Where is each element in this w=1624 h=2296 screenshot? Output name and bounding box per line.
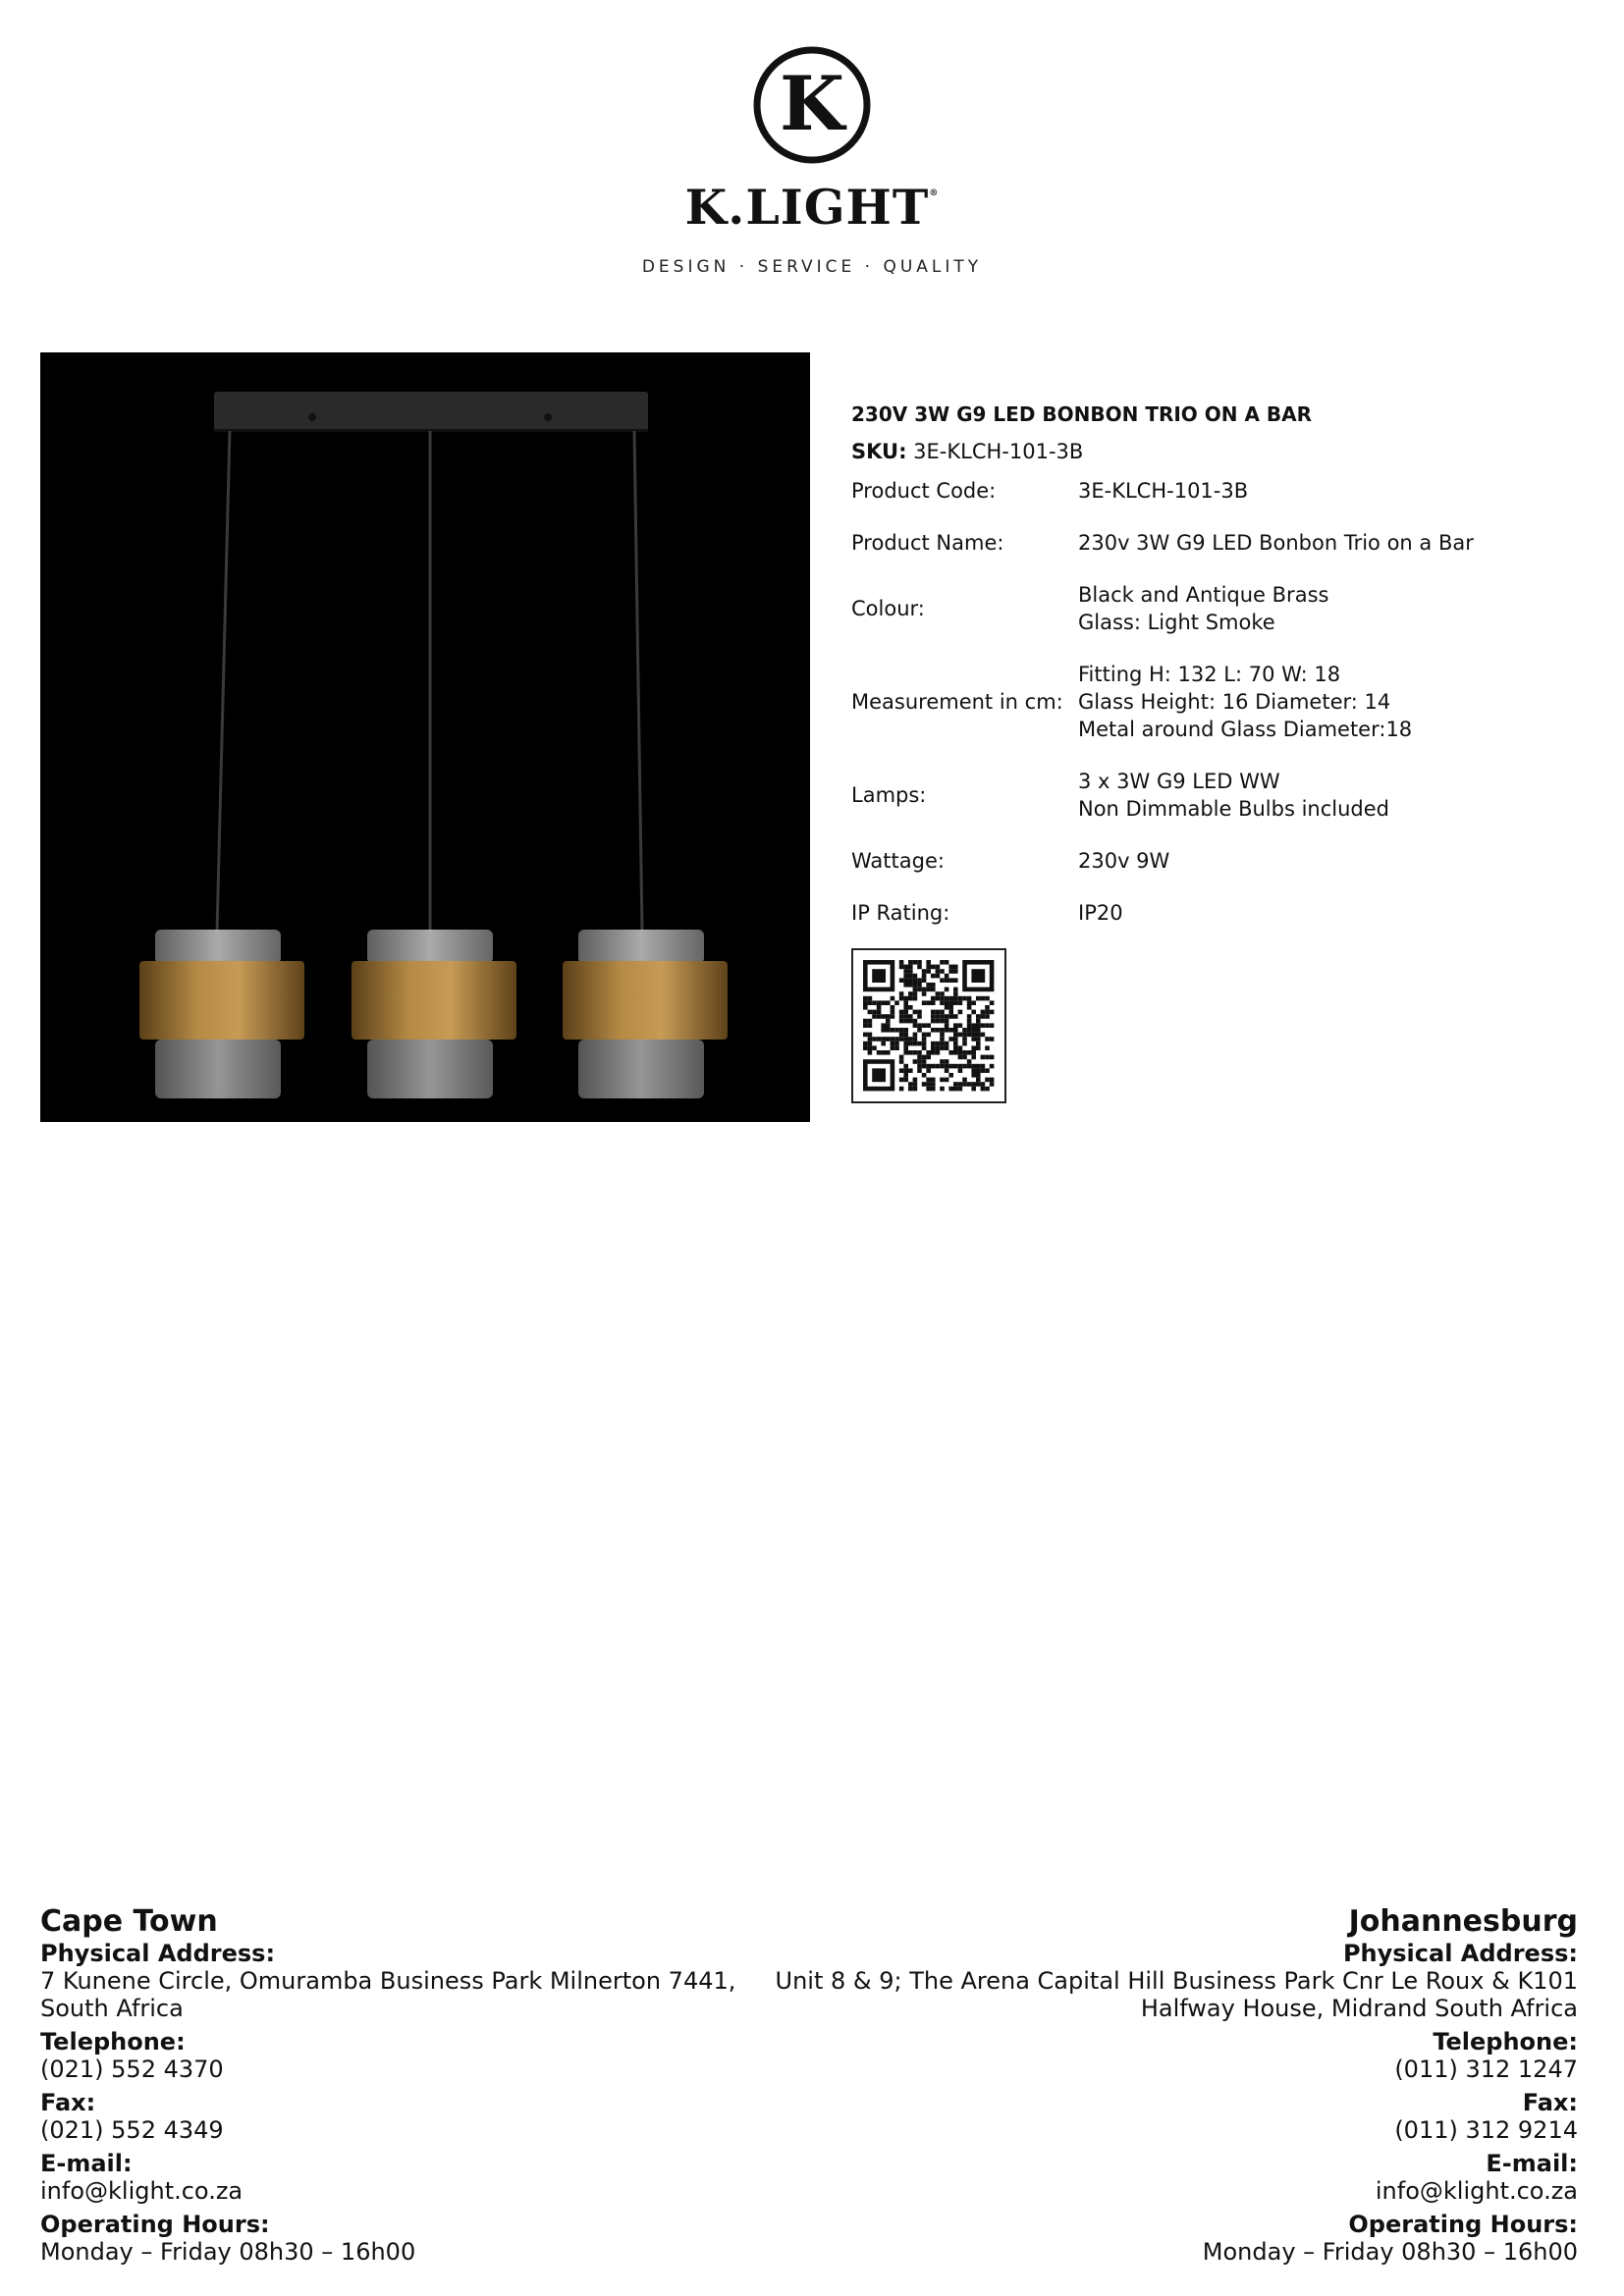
telephone-value[interactable]: (011) 312 1247 (1394, 2056, 1578, 2083)
shade-left (139, 930, 304, 1098)
spec-label: IP Rating: (851, 901, 950, 925)
address-label: Physical Address: (40, 1940, 276, 1967)
qr-code-icon[interactable] (851, 948, 1006, 1103)
hours-value: Monday – Friday 08h30 – 16h00 (40, 2238, 416, 2266)
spec-label: Colour: (851, 597, 925, 620)
spec-value: Black and Antique Brass Glass: Light Smoke (1078, 583, 1329, 634)
telephone-label: Telephone: (40, 2028, 186, 2056)
spec-row-product-code (851, 477, 1474, 529)
spec-label: Measurement in cm: (851, 690, 1063, 714)
shade-right (563, 930, 728, 1098)
fax-value: (021) 552 4349 (40, 2116, 224, 2144)
sku-line (851, 440, 1588, 463)
spec-value: 3 x 3W G9 LED WW Non Dimmable Bulbs included (1078, 770, 1389, 821)
spec-label: Product Code: (851, 479, 997, 503)
spec-row-lamps (851, 768, 1474, 847)
pendant-lamp-illustration (40, 352, 810, 1122)
hours-label: Operating Hours: (1348, 2211, 1578, 2238)
sku-value: 3E-KLCH-101-3B (913, 440, 1084, 463)
address-value: Unit 8 & 9; The Arena Capital Hill Business Park Cnr Le Roux & K101 Halfway House, Midrand South Africa (775, 1967, 1578, 2022)
brand-logo (0, 44, 1624, 277)
spec-value: 230v 3W G9 LED Bonbon Trio on a Bar (1078, 531, 1474, 555)
hours-value: Monday – Friday 08h30 – 16h00 (1202, 2238, 1578, 2266)
address-value: 7 Kunene Circle, Omuramba Business Park Milnerton 7441, South Africa (40, 1967, 736, 2022)
product-photo (40, 352, 810, 1122)
telephone-value[interactable]: (021) 552 4370 (40, 2056, 224, 2083)
spec-label: Wattage: (851, 849, 945, 873)
email-link[interactable]: info@klight.co.za (1375, 2177, 1578, 2205)
registered-mark: ® (929, 188, 940, 198)
spec-row-ip-rating (851, 899, 1474, 951)
spec-table (851, 477, 1474, 951)
address-label: Physical Address: (1342, 1940, 1578, 1967)
office-city: Johannesburg (1348, 1904, 1578, 1939)
k-circle-logo-icon (751, 44, 873, 166)
fax-label: Fax: (1522, 2089, 1578, 2116)
product-info (851, 402, 1588, 951)
email-label: E-mail: (40, 2150, 133, 2177)
spec-value: IP20 (1078, 901, 1123, 925)
fax-value: (011) 312 9214 (1394, 2116, 1578, 2144)
brand-tagline: DESIGN · SERVICE · QUALITY (641, 257, 983, 277)
spec-row-product-name (851, 529, 1474, 581)
spec-row-colour (851, 581, 1474, 661)
email-label: E-mail: (1486, 2150, 1578, 2177)
brand-name: K.LIGHT® (684, 179, 940, 236)
hours-label: Operating Hours: (40, 2211, 270, 2238)
spec-row-measurement (851, 661, 1474, 768)
logo-letter: K (779, 60, 845, 147)
spec-label: Product Name: (851, 531, 1004, 555)
spec-value: Fitting H: 132 L: 70 W: 18 Glass Height: 16 Diameter: 14 Metal around Glass Diameter:18 (1078, 663, 1413, 741)
email-link[interactable]: info@klight.co.za (40, 2177, 244, 2205)
sku-label: SKU: (851, 440, 907, 463)
fax-label: Fax: (40, 2089, 96, 2116)
shade-center (352, 930, 516, 1098)
spec-row-wattage (851, 847, 1474, 899)
office-city: Cape Town (40, 1904, 218, 1939)
spec-value: 3E-KLCH-101-3B (1078, 479, 1249, 503)
office-cape-town (40, 1904, 806, 2266)
spec-label: Lamps: (851, 783, 927, 807)
telephone-label: Telephone: (1433, 2028, 1578, 2056)
office-johannesburg (773, 1904, 1578, 2266)
spec-value: 230v 9W (1078, 849, 1170, 873)
product-title: 230V 3W G9 LED BONBON TRIO ON A BAR (851, 402, 1313, 426)
